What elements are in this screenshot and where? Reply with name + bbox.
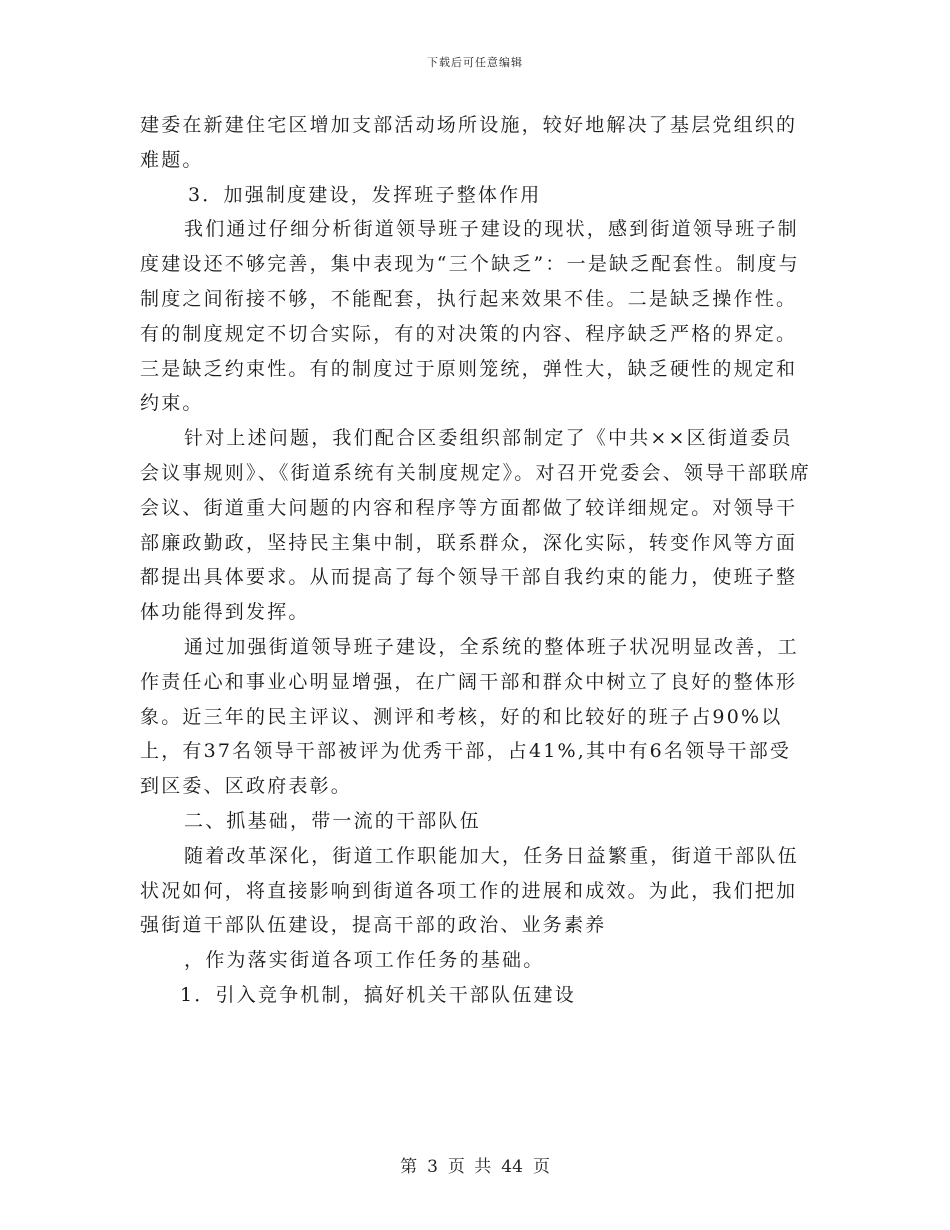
- section-heading-2: 二、抓基础，带一流的干部队伍: [184, 809, 481, 832]
- page-header: 下载后可任意编辑: [427, 56, 523, 69]
- page-number: 3: [427, 1157, 438, 1177]
- section-heading-3: 3．加强制度建设，发挥班子整体作用: [188, 183, 542, 206]
- paragraph: 我们通过仔细分析街道领导班子建设的现状，感到街道领导班子制度建设还不够完善，集中表现为“三个缺乏”：一是缺乏配套性。制度与制度之间衔接不够，不能配套，执行起来效果不佳。二是缺乏操作性。有的制度规定不切合实际，有的对决策的内容、程序缺乏严格的界定。三是缺乏约束性。有的制度过于原则笼统，弹性大，缺乏硬性的规定和约束。: [140, 218, 800, 415]
- page-total: 44: [501, 1157, 523, 1177]
- footer-middle: 页 共: [447, 1157, 492, 1177]
- section-heading-1: 1．引入竞争机制，搞好机关干部队伍建设: [180, 983, 576, 1006]
- paragraph: 通过加强街道领导班子建设，全系统的整体班子状况明显改善，工作责任心和事业心明显增强，在广阔干部和群众中树立了良好的整体形象。近三年的民主评议、测评和考核，好的和比较好的班子占90%以上，有37名领导干部被评为优秀干部，占41%,其中有6名领导干部受到区委、区政府表彰。: [140, 635, 799, 798]
- paragraph: 针对上述问题，我们配合区委组织部制定了《中共××区街道委员会议事规则》、《街道系统有关制度规定》。对召开党委会、领导干部联席会议、街道重大问题的内容和程序等方面都做了较详细规定。对领导干部廉政勤政，坚持民主集中制，联系群众，深化实际，转变作风等方面都提出具体要求。从而提高了每个领导干部自我约束的能力，使班子整体功能得到发挥。: [140, 427, 812, 624]
- paragraph-fragment: ，作为落实街道各项工作任务的基础。: [184, 949, 545, 972]
- page-footer: [0, 1152, 950, 1177]
- paragraph: 随着改革深化，街道工作职能加大，任务日益繁重，街道干部队伍状况如何，将直接影响到街道各项工作的进展和成效。为此，我们把加强街道干部队伍建设，提高干部的政治、业务素养: [140, 844, 799, 937]
- footer-prefix: 第: [400, 1157, 418, 1177]
- paragraph-continuation: 建委在新建住宅区增加支部活动场所设施，较好地解决了基层党组织的难题。: [140, 114, 798, 171]
- document-body: [140, 108, 812, 1013]
- footer-suffix: 页: [532, 1157, 550, 1177]
